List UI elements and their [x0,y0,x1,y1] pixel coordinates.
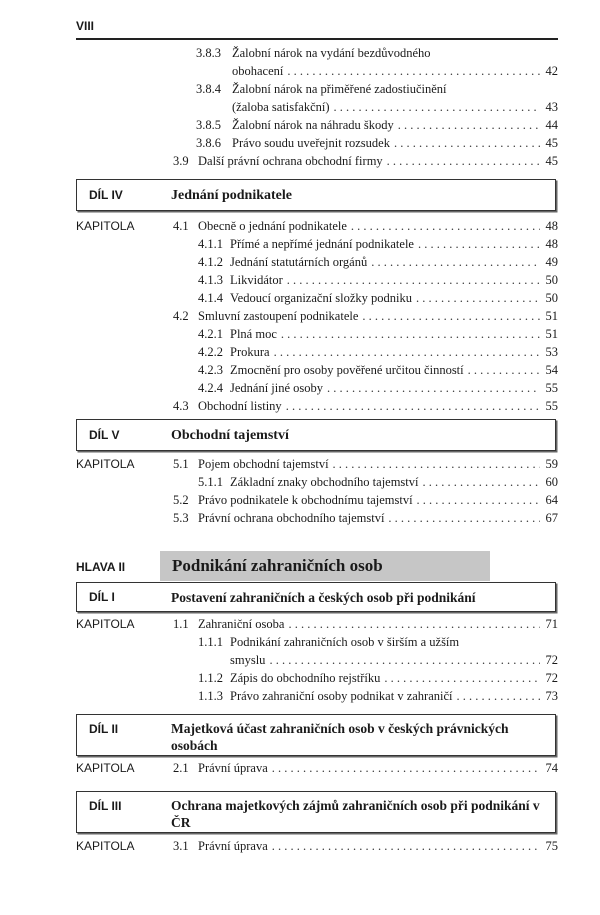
section-box-dil-iv [76,179,556,211]
entry-number: 5.3 [173,511,189,525]
section-box-dil-v [76,419,556,451]
leader-dots [457,687,541,705]
entry-page: 50 [545,291,558,305]
entry-title: Právo podnikatele k obchodnímu tajemství [198,493,413,507]
section-title: Ochrana majetkových zájmů zahraničních osob při podnikání v ČR [171,798,540,830]
section-label: DÍL III [89,799,122,813]
toc-entry[interactable] [198,687,558,705]
entry-title: Vedoucí organizační složky podniku [230,291,413,305]
toc-entry[interactable] [198,361,558,379]
toc-entry-continuation[interactable] [232,98,558,116]
leader-dots [269,651,540,669]
entry-title: Právo soudu uveřejnit rozsudek [232,136,390,150]
toc-entry[interactable] [198,343,558,361]
entry-page: 45 [545,136,558,150]
leader-dots [327,379,540,397]
entry-title: Žalobní nárok na vydání bezdůvodného [232,46,431,60]
leader-dots [371,253,540,271]
chapter-label: KAPITOLA [76,761,135,775]
entry-number: 1.1.3 [198,689,223,703]
section-label: DÍL IV [89,188,123,202]
leader-dots [384,669,540,687]
leader-dots [287,271,540,289]
entry-page: 55 [545,381,558,395]
entry-number: 2.1 [173,761,189,775]
entry-title: Smluvní zastoupení podnikatele [198,309,359,323]
toc-entry[interactable] [173,455,558,473]
leader-dots [423,473,541,491]
entry-number: 4.2.2 [198,345,223,359]
entry-page: 42 [545,64,558,78]
entry-title: (žaloba satisfakční) [232,100,330,114]
entry-title: Jednání statutárních orgánů [230,255,368,269]
entry-number: 5.2 [173,493,189,507]
entry-page: 71 [545,617,558,631]
toc-entry[interactable] [198,473,558,491]
entry-page: 60 [545,475,558,489]
section-title: Postavení zahraničních a českých osob při podnikání [171,590,476,605]
chapter-label: KAPITOLA [76,219,135,233]
entry-page: 48 [545,237,558,251]
entry-page: 50 [545,273,558,287]
entry-page: 49 [545,255,558,269]
entry-title: Právní úprava [198,761,268,775]
leader-dots [398,116,540,134]
leader-dots [272,759,540,777]
entry-number: 4.1.2 [198,255,223,269]
toc-entry[interactable] [173,152,558,170]
entry-number: 4.2.4 [198,381,223,395]
toc-entry[interactable] [198,289,558,307]
leader-dots [387,152,540,170]
leader-dots [333,455,540,473]
entry-title: obohacení [232,64,284,78]
leader-dots [417,491,540,509]
leader-dots [418,235,540,253]
entry-title: Přímé a nepřímé jednání podnikatele [230,237,414,251]
entry-number: 1.1 [173,617,189,631]
leader-dots [287,62,540,80]
entry-number: 4.3 [173,399,189,413]
section-box-dil-iii [76,791,556,833]
section-label: DÍL V [89,428,120,442]
part-title: Podnikání zahraničních osob [172,556,383,575]
leader-dots [281,325,540,343]
entry-title: Zmocnění pro osoby pověřené určitou činností [230,363,464,377]
leader-dots [362,307,540,325]
entry-page: 44 [545,118,558,132]
entry-title: Obchodní listiny [198,399,282,413]
toc-entry[interactable] [173,217,558,235]
leader-dots [394,134,540,152]
entry-number: 4.1 [173,219,189,233]
leader-dots [288,615,540,633]
entry-number: 5.1 [173,457,189,471]
toc-entry[interactable] [173,307,558,325]
section-title: Majetková účast zahraničních osob v českých právnických osobách [171,721,509,753]
entry-page: 72 [545,671,558,685]
section-box-dil-ii [76,714,556,756]
leader-dots [468,361,540,379]
entry-number: 3.8.3 [196,46,221,60]
leader-dots [351,217,540,235]
chapter-label: KAPITOLA [76,839,135,853]
toc-entry-continuation[interactable] [230,651,558,669]
section-title: Obchodní tajemství [171,428,289,443]
toc-entry[interactable] [198,271,558,289]
leader-dots [388,509,540,527]
entry-page: 74 [545,761,558,775]
entry-title: Žalobní nárok na náhradu škody [232,118,394,132]
section-title: Jednání podnikatele [171,188,292,203]
entry-page: 53 [545,345,558,359]
entry-page: 59 [545,457,558,471]
section-label: DÍL II [89,722,119,736]
leader-dots [274,343,540,361]
part-label: HLAVA II [76,560,126,574]
chapter-label: KAPITOLA [76,617,135,631]
entry-number: 5.1.1 [198,475,223,489]
toc-entry[interactable] [173,615,558,633]
entry-title: Právní ochrana obchodního tajemství [198,511,385,525]
leader-dots [416,289,540,307]
section-label: DÍL I [89,590,115,604]
entry-page: 64 [545,493,558,507]
entry-title: Podnikání zahraničních osob v širším a užším [230,635,460,649]
entry-number: 1.1.2 [198,671,223,685]
part-banner [160,551,490,581]
entry-page: 55 [545,399,558,413]
entry-number: 4.1.3 [198,273,223,287]
entry-title: Základní znaky obchodního tajemství [230,475,419,489]
entry-number: 4.2.3 [198,363,223,377]
entry-number: 3.1 [173,839,189,853]
entry-page: 54 [545,363,558,377]
toc-entry[interactable] [196,134,558,152]
entry-number: 3.8.6 [196,136,221,150]
toc-entry[interactable] [173,509,558,527]
entry-title: Právní úprava [198,839,268,853]
entry-title: Prokura [230,345,270,359]
entry-title: Právo zahraniční osoby podnikat v zahraničí [230,689,453,703]
entry-title: Pojem obchodní tajemství [198,457,329,471]
entry-page: 51 [545,327,558,341]
entry-title: Další právní ochrana obchodní firmy [198,154,383,168]
toc-entry[interactable] [173,837,558,855]
header-rule [76,38,558,40]
leader-dots [334,98,540,116]
toc-entry[interactable] [173,759,558,777]
entry-title: Likvidátor [230,273,283,287]
entry-page: 72 [545,653,558,667]
toc-entry-continuation[interactable] [232,62,558,80]
entry-number: 3.9 [173,154,189,168]
entry-page: 75 [545,839,558,853]
entry-title: Zahraniční osoba [198,617,285,631]
section-box-dil-i [76,582,556,612]
entry-page: 51 [545,309,558,323]
entry-number: 4.1.1 [198,237,223,251]
entry-page: 48 [545,219,558,233]
leader-dots [286,397,540,415]
toc-entry[interactable] [198,669,558,687]
entry-title: Jednání jiné osoby [230,381,324,395]
entry-number: 1.1.1 [198,635,223,649]
entry-page: 73 [545,689,558,703]
toc-entry[interactable] [198,253,558,271]
entry-title: smyslu [230,653,266,667]
toc-entry[interactable] [198,379,558,397]
toc-entry[interactable] [173,397,558,415]
entry-number: 4.1.4 [198,291,223,305]
chapter-label: KAPITOLA [76,457,135,471]
page-number: VIII [76,19,95,33]
entry-title: Plná moc [230,327,277,341]
toc-entry[interactable] [198,633,558,651]
toc-entry[interactable] [198,325,558,343]
toc-entry[interactable] [198,235,558,253]
entry-number: 3.8.5 [196,118,221,132]
leader-dots [272,837,540,855]
entry-title: Žalobní nárok na přiměřené zadostiučinění [232,82,447,96]
entry-title: Obecně o jednání podnikatele [198,219,347,233]
toc-entry[interactable] [196,116,558,134]
toc-entry[interactable] [173,491,558,509]
entry-number: 4.2.1 [198,327,223,341]
entry-number: 4.2 [173,309,189,323]
entry-number: 3.8.4 [196,82,221,96]
toc-entry[interactable] [196,80,558,98]
entry-page: 67 [545,511,558,525]
entry-page: 45 [545,154,558,168]
entry-title: Zápis do obchodního rejstříku [230,671,381,685]
toc-entry[interactable] [196,44,558,62]
entry-page: 43 [545,100,558,114]
